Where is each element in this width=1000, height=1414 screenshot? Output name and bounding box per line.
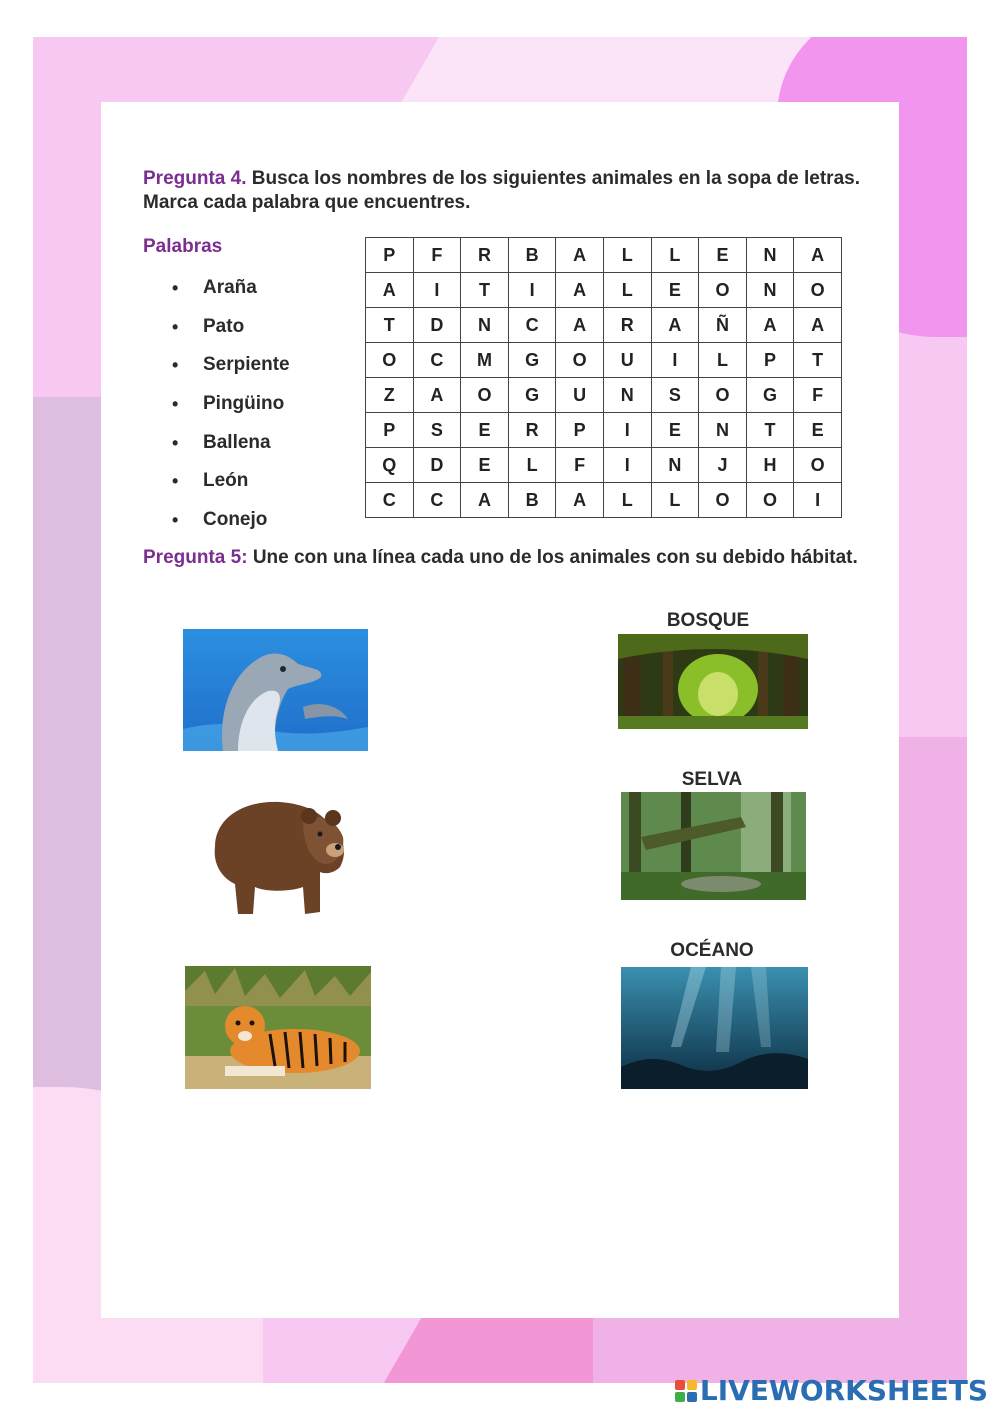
- grid-row: [366, 378, 842, 413]
- grid-cell[interactable]: J: [699, 448, 747, 483]
- grid-cell[interactable]: N: [746, 273, 794, 308]
- grid-cell[interactable]: D: [413, 308, 461, 343]
- grid-cell[interactable]: E: [651, 413, 699, 448]
- grid-cell[interactable]: A: [556, 238, 604, 273]
- grid-cell[interactable]: I: [603, 448, 651, 483]
- grid-row: [366, 413, 842, 448]
- word-list-item: • Conejo: [172, 507, 290, 546]
- grid-cell[interactable]: Q: [366, 448, 414, 483]
- grid-cell[interactable]: E: [794, 413, 842, 448]
- word-list-item: • Pingüino: [172, 391, 290, 430]
- tiger-image[interactable]: [185, 966, 371, 1089]
- grid-cell[interactable]: A: [794, 238, 842, 273]
- grid-cell[interactable]: L: [651, 483, 699, 518]
- grid-cell[interactable]: C: [366, 483, 414, 518]
- grid-cell[interactable]: L: [603, 238, 651, 273]
- grid-cell[interactable]: N: [461, 308, 509, 343]
- grid-cell[interactable]: H: [746, 448, 794, 483]
- grid-cell[interactable]: T: [746, 413, 794, 448]
- grid-cell[interactable]: A: [556, 483, 604, 518]
- grid-cell[interactable]: O: [699, 483, 747, 518]
- grid-cell[interactable]: R: [461, 238, 509, 273]
- word-list-item: • Araña: [172, 275, 290, 314]
- question-5: [143, 546, 863, 570]
- grid-cell[interactable]: F: [556, 448, 604, 483]
- grid-cell[interactable]: A: [366, 273, 414, 308]
- grid-cell[interactable]: D: [413, 448, 461, 483]
- grid-cell[interactable]: L: [508, 448, 556, 483]
- grid-cell[interactable]: O: [461, 378, 509, 413]
- grid-cell[interactable]: P: [366, 238, 414, 273]
- grid-row: [366, 273, 842, 308]
- grid-cell[interactable]: O: [794, 448, 842, 483]
- grid-cell[interactable]: A: [413, 378, 461, 413]
- grid-cell[interactable]: R: [603, 308, 651, 343]
- grid-row: [366, 238, 842, 273]
- grid-cell[interactable]: S: [651, 378, 699, 413]
- grid-cell[interactable]: A: [556, 308, 604, 343]
- word-search-grid[interactable]: [365, 237, 842, 518]
- word-list-item: • Serpiente: [172, 352, 290, 391]
- word-list-title: Palabras: [143, 236, 223, 257]
- grid-cell[interactable]: T: [794, 343, 842, 378]
- grid-cell[interactable]: A: [461, 483, 509, 518]
- question-4: [143, 167, 863, 215]
- grid-cell[interactable]: I: [603, 413, 651, 448]
- grid-cell[interactable]: L: [603, 273, 651, 308]
- grid-cell[interactable]: C: [508, 308, 556, 343]
- liveworksheets-logo-icon: [675, 1380, 697, 1402]
- grid-cell[interactable]: E: [461, 413, 509, 448]
- grid-cell[interactable]: Z: [366, 378, 414, 413]
- habitat-label-oceano: OCÉANO: [670, 940, 754, 961]
- grid-cell[interactable]: E: [699, 238, 747, 273]
- word-list-item: • Ballena: [172, 430, 290, 469]
- grid-cell[interactable]: O: [556, 343, 604, 378]
- question-4-label: Pregunta 4.: [143, 168, 247, 189]
- grid-cell[interactable]: C: [413, 483, 461, 518]
- ocean-image[interactable]: [621, 967, 808, 1089]
- grid-row: [366, 308, 842, 343]
- grid-cell[interactable]: M: [461, 343, 509, 378]
- grid-cell[interactable]: S: [413, 413, 461, 448]
- footer-brand: [675, 1374, 988, 1407]
- grid-cell[interactable]: A: [746, 308, 794, 343]
- question-4-text: Busca los nombres de los siguientes animales en la sopa de letras. Marca cada palabra que encuentres.: [143, 168, 860, 213]
- brand-name: LIVEWORKSHEETS: [699, 1374, 988, 1407]
- question-5-text: Une con una línea cada uno de los animales con su debido hábitat.: [252, 547, 858, 568]
- grid-cell[interactable]: L: [603, 483, 651, 518]
- grid-cell[interactable]: U: [556, 378, 604, 413]
- grid-cell[interactable]: G: [746, 378, 794, 413]
- grid-cell[interactable]: I: [794, 483, 842, 518]
- grid-cell[interactable]: A: [651, 308, 699, 343]
- grid-cell[interactable]: Ñ: [699, 308, 747, 343]
- word-list-item: • Pato: [172, 314, 290, 353]
- grid-cell[interactable]: O: [699, 273, 747, 308]
- grid-cell[interactable]: I: [651, 343, 699, 378]
- grid-cell[interactable]: R: [508, 413, 556, 448]
- grid-cell[interactable]: N: [746, 238, 794, 273]
- grid-cell[interactable]: F: [413, 238, 461, 273]
- habitat-label-selva: SELVA: [681, 769, 743, 790]
- grid-cell[interactable]: C: [413, 343, 461, 378]
- word-list: [172, 275, 290, 546]
- grid-cell[interactable]: N: [603, 378, 651, 413]
- grid-cell[interactable]: U: [603, 343, 651, 378]
- grid-cell[interactable]: G: [508, 378, 556, 413]
- grid-row: [366, 448, 842, 483]
- grid-cell[interactable]: P: [746, 343, 794, 378]
- forest-image[interactable]: [618, 634, 808, 729]
- grid-row: [366, 343, 842, 378]
- grid-cell[interactable]: O: [746, 483, 794, 518]
- grid-cell[interactable]: P: [556, 413, 604, 448]
- grid-cell[interactable]: I: [508, 273, 556, 308]
- grid-cell[interactable]: O: [699, 378, 747, 413]
- grid-cell[interactable]: E: [461, 448, 509, 483]
- grid-cell[interactable]: B: [508, 483, 556, 518]
- dolphin-image[interactable]: [183, 629, 368, 751]
- grid-cell[interactable]: G: [508, 343, 556, 378]
- grid-cell[interactable]: A: [556, 273, 604, 308]
- grid-row: [366, 483, 842, 518]
- grid-cell[interactable]: T: [366, 308, 414, 343]
- question-5-label: Pregunta 5:: [143, 547, 248, 568]
- grid-cell[interactable]: L: [651, 238, 699, 273]
- grid-cell[interactable]: N: [651, 448, 699, 483]
- grid-cell[interactable]: T: [461, 273, 509, 308]
- grid-cell[interactable]: L: [699, 343, 747, 378]
- grid-cell[interactable]: N: [699, 413, 747, 448]
- grid-cell[interactable]: P: [366, 413, 414, 448]
- habitat-label-bosque: BOSQUE: [666, 610, 750, 631]
- grid-cell[interactable]: O: [366, 343, 414, 378]
- word-list-item: • León: [172, 468, 290, 507]
- grid-cell[interactable]: I: [413, 273, 461, 308]
- grid-cell[interactable]: B: [508, 238, 556, 273]
- grid-cell[interactable]: A: [794, 308, 842, 343]
- bear-image[interactable]: [205, 792, 350, 919]
- grid-cell[interactable]: E: [651, 273, 699, 308]
- grid-cell[interactable]: O: [794, 273, 842, 308]
- grid-cell[interactable]: F: [794, 378, 842, 413]
- jungle-image[interactable]: [621, 792, 806, 900]
